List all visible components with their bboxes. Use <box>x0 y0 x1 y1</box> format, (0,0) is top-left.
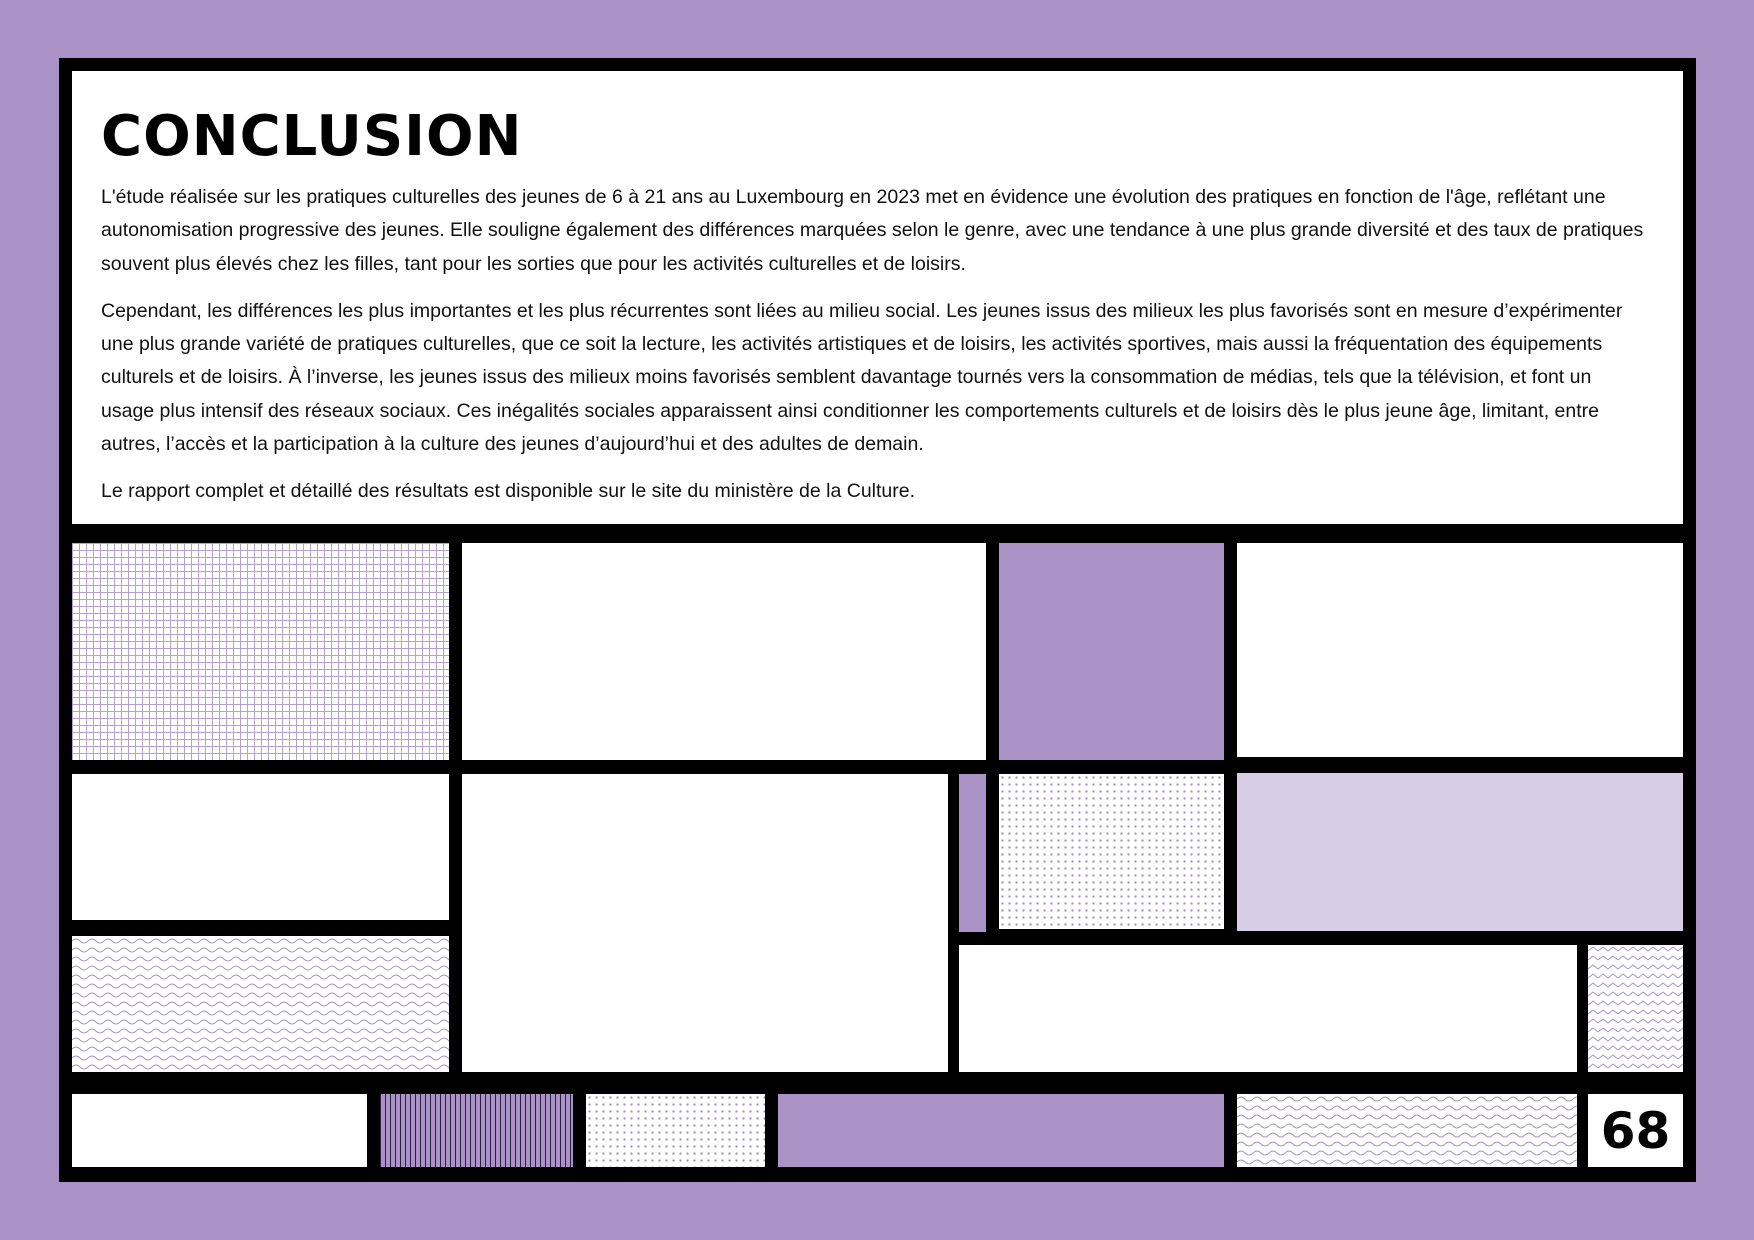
white-tile <box>959 945 1577 1072</box>
dot-pattern-tile <box>999 774 1224 929</box>
paragraph-2: Cependant, les différences les plus importantes et les plus récurrentes sont liées au milieu social. Les jeunes issus des milieux les plus favorisés sont en mesure d’expérimenter une plus grande variété de pratiques culturelles, que ce soit la lecture, les activités artistiques et de loisirs, les activités sportives, mais aussi la fréquentation des équipements culturels et de loisirs. À l’inverse, les jeunes issus des milieux moins favorisés semblent davantage tournés vers la consommation de médias, tels que la télévision, et font un usage plus intensif des réseaux sociaux. Ces inégalités sociales apparaissent ainsi conditionner les comportements culturels et de loisirs dès le plus jeune âge, limitant, entre autres, l’accès et la participation à la culture des jeunes d’aujourd’hui et des adultes de demain. <box>101 299 1623 456</box>
striped-tile <box>380 1094 573 1167</box>
dot-pattern-tile <box>586 1094 765 1167</box>
zigzag-pattern-tile <box>1588 945 1683 1072</box>
page-number: 68 <box>1588 1094 1683 1167</box>
wave-pattern-tile <box>72 936 449 1072</box>
wave-pattern-tile <box>1237 1094 1577 1167</box>
purple-tile <box>999 543 1224 760</box>
purple-strip-tile <box>959 774 986 932</box>
white-tile <box>72 1094 367 1167</box>
page-title: CONCLUSION <box>101 104 523 169</box>
mondrian-frame <box>59 58 1696 1182</box>
paragraph-3: Le rapport complet et détaillé des résultats est disponible sur le site du ministère de la Culture. <box>101 480 916 503</box>
paragraph-1: L'étude réalisée sur les pratiques culturelles des jeunes de 6 à 21 ans au Luxembourg en 2023 met en évidence une évolution des pratiques en fonction de l'âge, reflétant une autonomisation progressive des jeunes. Elle souligne également des différences marquées selon le genre, avec une tendance à une plus grande diversité et des taux de pratiques souvent plus élevés chez les filles, tant pour les sorties que pour les activités culturelles et de loisirs. <box>101 186 1644 275</box>
purple-tile <box>778 1094 1224 1167</box>
white-tile <box>462 774 948 1072</box>
white-tile <box>72 774 449 920</box>
white-tile <box>462 543 986 760</box>
lilac-tile <box>1237 773 1683 931</box>
grid-pattern-tile <box>72 543 449 760</box>
white-tile <box>1237 543 1683 757</box>
conclusion-text-block <box>72 71 1683 524</box>
